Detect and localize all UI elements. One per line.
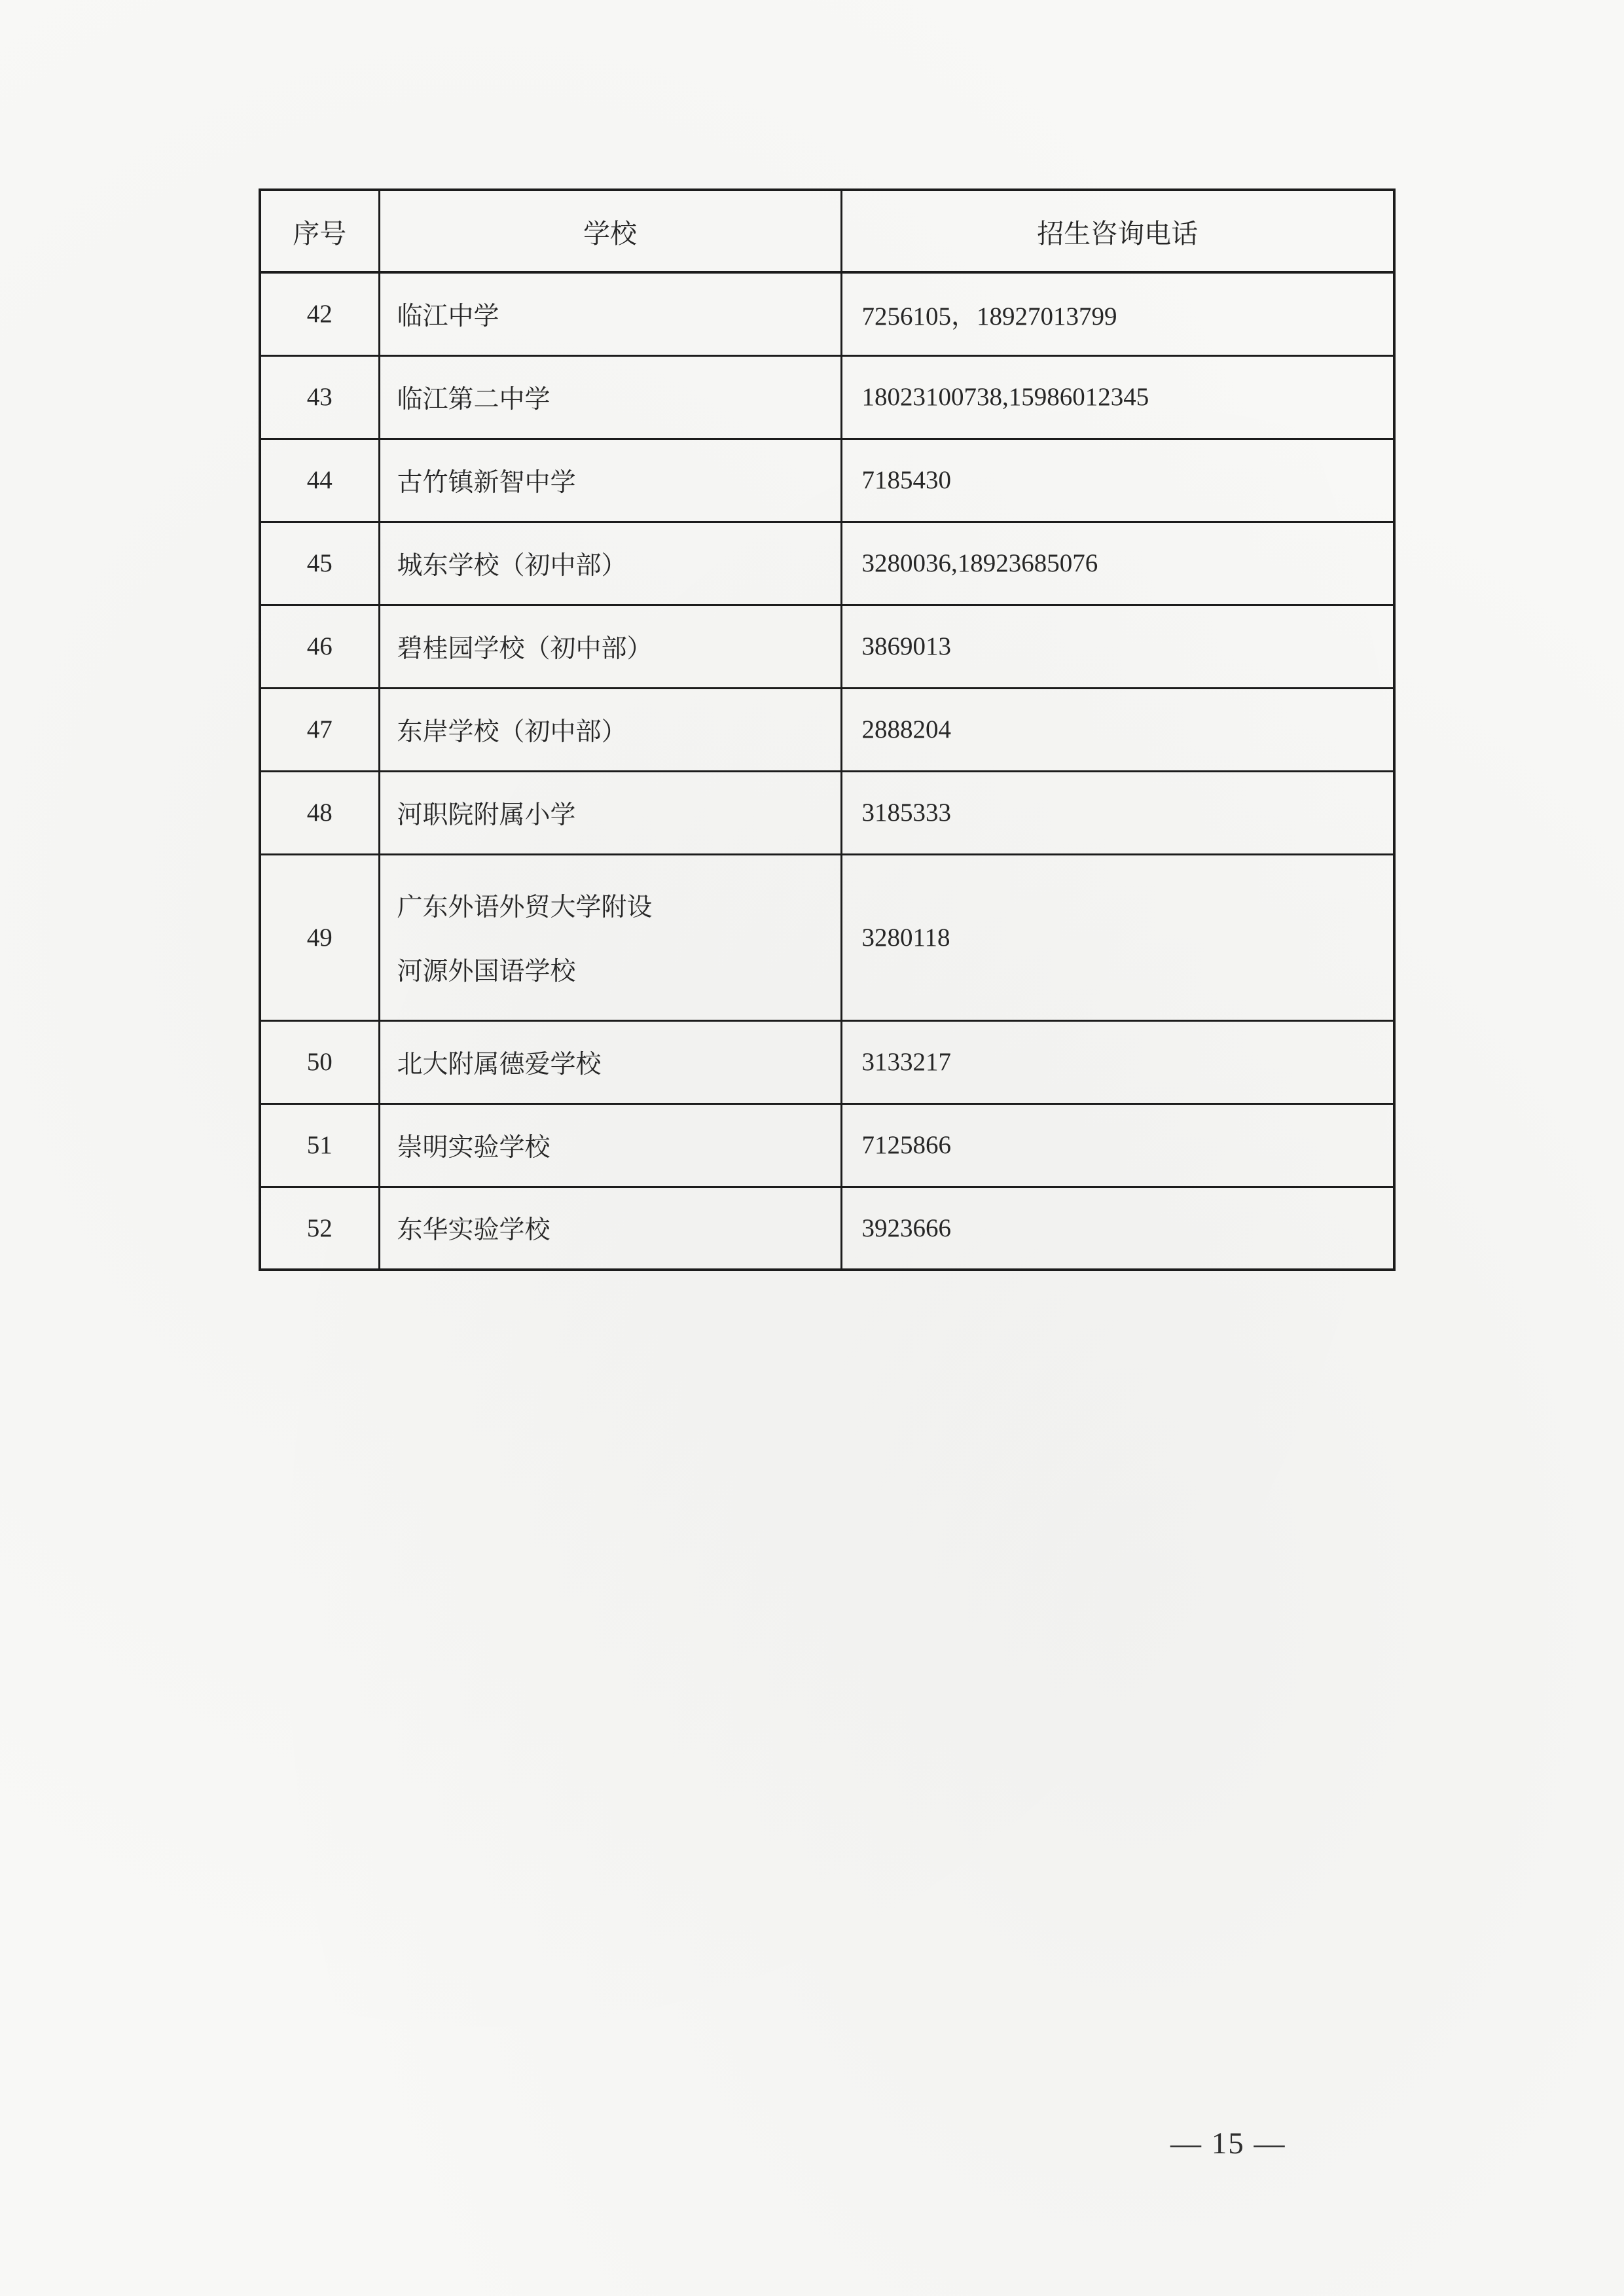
school-phone-table: [259, 188, 1396, 1271]
row-index: 52: [260, 1187, 379, 1270]
table-row: [260, 605, 1394, 688]
phone-number: 2888204: [841, 688, 1394, 771]
row-index: 42: [260, 272, 379, 355]
phone-number: 3133217: [841, 1020, 1394, 1103]
col-header-phone: 招生咨询电话: [841, 190, 1394, 272]
row-index: 48: [260, 771, 379, 854]
table-row: [260, 1103, 1394, 1187]
phone-number: 7185430: [841, 439, 1394, 522]
col-header-school: 学校: [379, 190, 841, 272]
school-name-line-2: 河源外国语学校: [397, 958, 576, 986]
row-index: 45: [260, 522, 379, 605]
row-index: 50: [260, 1020, 379, 1103]
row-index: 44: [260, 439, 379, 522]
table-row: [260, 1187, 1394, 1270]
phone-number: 3869013: [841, 605, 1394, 688]
phone-number: 3185333: [841, 771, 1394, 854]
page-number: — 15 —: [1170, 2126, 1286, 2161]
school-name: 东华实验学校: [379, 1187, 841, 1270]
school-name: 碧桂园学校（初中部）: [379, 605, 841, 688]
table-row: [260, 522, 1394, 605]
table-row: [260, 1020, 1394, 1103]
school-name-two-lines: [397, 859, 840, 1016]
school-name: 东岸学校（初中部）: [379, 688, 841, 771]
school-name: 北大附属德爱学校: [379, 1020, 841, 1103]
row-index: 43: [260, 355, 379, 439]
table-row: [260, 688, 1394, 771]
school-name: [379, 854, 841, 1020]
school-phone-table-container: [259, 188, 1396, 1271]
school-name-line-1: 广东外语外贸大学附设: [397, 893, 653, 922]
table-row: [260, 771, 1394, 854]
table-row: [260, 439, 1394, 522]
school-name: 临江第二中学: [379, 355, 841, 439]
school-name: 崇明实验学校: [379, 1103, 841, 1187]
phone-number: 18023100738,15986012345: [841, 355, 1394, 439]
table-row: [260, 355, 1394, 439]
phone-number: 3923666: [841, 1187, 1394, 1270]
phone-number: 7125866: [841, 1103, 1394, 1187]
school-name: 河职院附属小学: [379, 771, 841, 854]
school-name: 临江中学: [379, 272, 841, 355]
phone-number: 3280036,18923685076: [841, 522, 1394, 605]
col-header-index: 序号: [260, 190, 379, 272]
phone-number: 7256105，18927013799: [841, 272, 1394, 355]
school-name: 古竹镇新智中学: [379, 439, 841, 522]
row-index: 47: [260, 688, 379, 771]
row-index: 49: [260, 854, 379, 1020]
phone-number: 3280118: [841, 854, 1394, 1020]
table-row: [260, 272, 1394, 355]
table-header-row: [260, 190, 1394, 272]
row-index: 46: [260, 605, 379, 688]
school-name: 城东学校（初中部）: [379, 522, 841, 605]
table-row: [260, 854, 1394, 1020]
row-index: 51: [260, 1103, 379, 1187]
